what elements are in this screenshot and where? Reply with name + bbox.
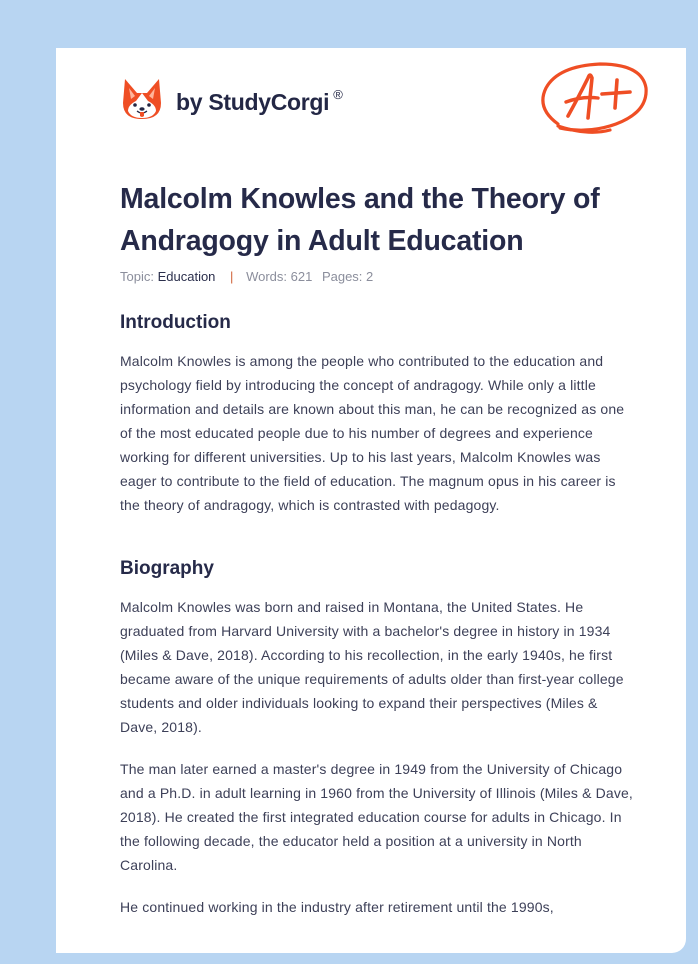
paragraph: Malcolm Knowles was born and raised in Montana, the United States. He graduated from Harvard University with a bachelor's degree in history in 1934 (Miles & Dave, 2018). According to his recollection, in the early 1940s, he first became aware of the unique requirements of adults older than first-year college students and older individuals looking to expand their perspectives (Miles & Dave, 2018).: [120, 599, 624, 735]
page-count: Pages: 2: [321, 269, 374, 284]
registered-mark: ®: [333, 86, 343, 102]
section-heading-biography: Biography: [120, 558, 214, 579]
article-title: Malcolm Knowles and the Theory of Andragogy in Adult Education: [120, 183, 600, 257]
paragraph: He continued working in the industry after retirement until the 1990s,: [120, 899, 554, 915]
section-heading-introduction: Introduction: [120, 312, 231, 333]
document-card: [56, 48, 686, 953]
paragraph: Malcolm Knowles is among the people who contributed to the education and psychology field by introducing the concept of andragogy. While only a little information and details are known about this man, he can be recognized as one of the most educated people due to his number of degrees and experience working for different universities. Up to his last years, Malcolm Knowles was eager to contribute to the field of education. The magnum opus in his career is the theory of andragogy, which is contrasted with pedagogy.: [120, 353, 625, 513]
word-count: Words: 621: [246, 269, 313, 284]
article-meta: [120, 269, 373, 284]
topic-link[interactable]: Education: [157, 269, 216, 284]
brand-name: by StudyCorgi ®: [176, 86, 343, 115]
paragraph: The man later earned a master's degree in 1949 from the University of Chicago and a Ph.D. in adult learning in 1960 from the University of Illinois (Miles & Dave, 2018). He created the first integrated education course for adults in Chicago. In the following decade, the educator held a position at a university in North Carolina.: [120, 761, 633, 873]
a-plus-grade-icon: [538, 58, 650, 140]
topic-label: Topic:: [120, 269, 154, 284]
corgi-icon: [122, 77, 162, 121]
meta-separator: |: [230, 269, 234, 284]
studycorgi-logo[interactable]: [122, 76, 343, 122]
